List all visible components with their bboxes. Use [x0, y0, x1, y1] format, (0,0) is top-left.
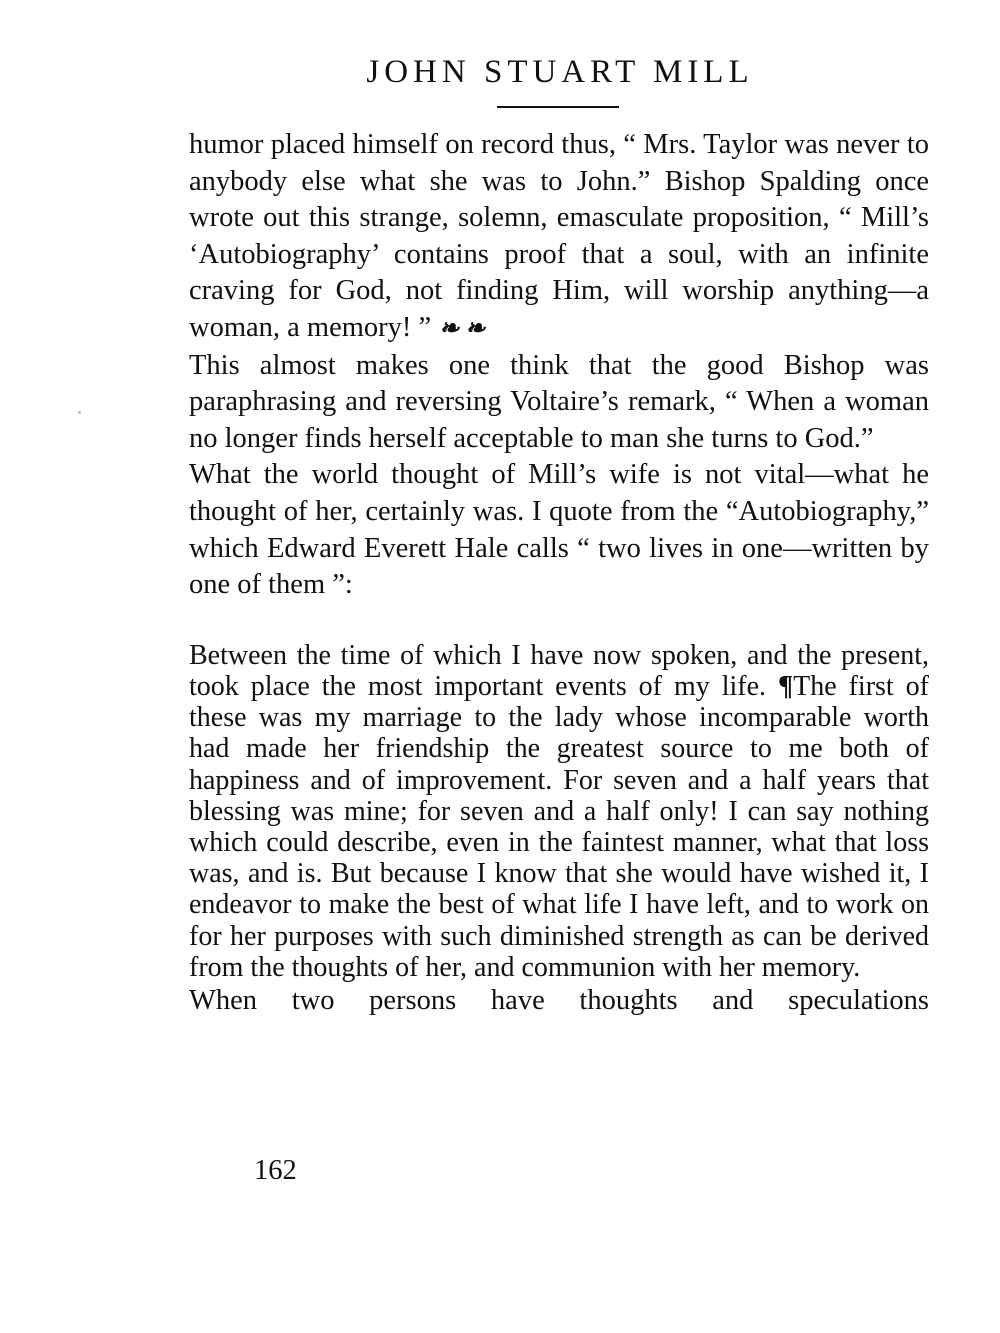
page-number: 162: [254, 1155, 297, 1186]
header-rule: [497, 106, 619, 108]
paragraph-3: What the world thought of Mill’s wife is not vital—what he thought of her, certainly was. I quote from the “Autobiography,” which Edward Everett Hale calls “ two lives in one—written by one of them ”:: [189, 459, 929, 601]
paragraph-1: [189, 127, 929, 348]
block-quotation: [189, 640, 929, 983]
quotation-text: [189, 640, 929, 983]
pilcrow-mark: ¶: [777, 670, 794, 702]
paragraph-2: This almost makes one think that the good Bishop was paraphrasing and reversing Voltaire’s remark, “ When a woman no longer finds herself acceptable to man she turns to God.”: [189, 349, 929, 454]
leaf-ornament: ❧ ❧: [439, 315, 486, 342]
quotation-part-2: The first of these was my marriage to the lady whose incomparable worth had made her friendship the greatest source to me both of happiness and of improvement. For seven and a half years that blessing was mine; for seven and a half only! I can say nothing which could describe, even in the faintest manner, what that loss was, and is. But because I know that she would have wished it, I endeavor to make the best of what life I have left, and to work on for her purposes with such diminished strength as can be derived from the thoughts of her, and communion with her memory.: [189, 670, 929, 983]
quotation-part-1: Between the time of which I have now spoken, and the present, took place the most important events of my life.: [189, 639, 929, 702]
paragraph-1-text: humor placed himself on record thus, “ Mrs. Taylor was never to anybody else what she was to John.” Bishop Spalding once wrote out this strange, solemn, emasculate proposition, “ Mill’s ‘Autobiography’ contains proof that a soul, with an infinite craving for God, not finding Him, will worship anything—a woman, a memory! ”: [189, 129, 929, 343]
margin-speck: [78, 411, 81, 414]
running-header-title: JOHN STUART MILL: [366, 54, 754, 90]
continuation-line: When two persons have thoughts and speculations: [189, 984, 929, 1016]
main-text: [189, 127, 929, 1019]
